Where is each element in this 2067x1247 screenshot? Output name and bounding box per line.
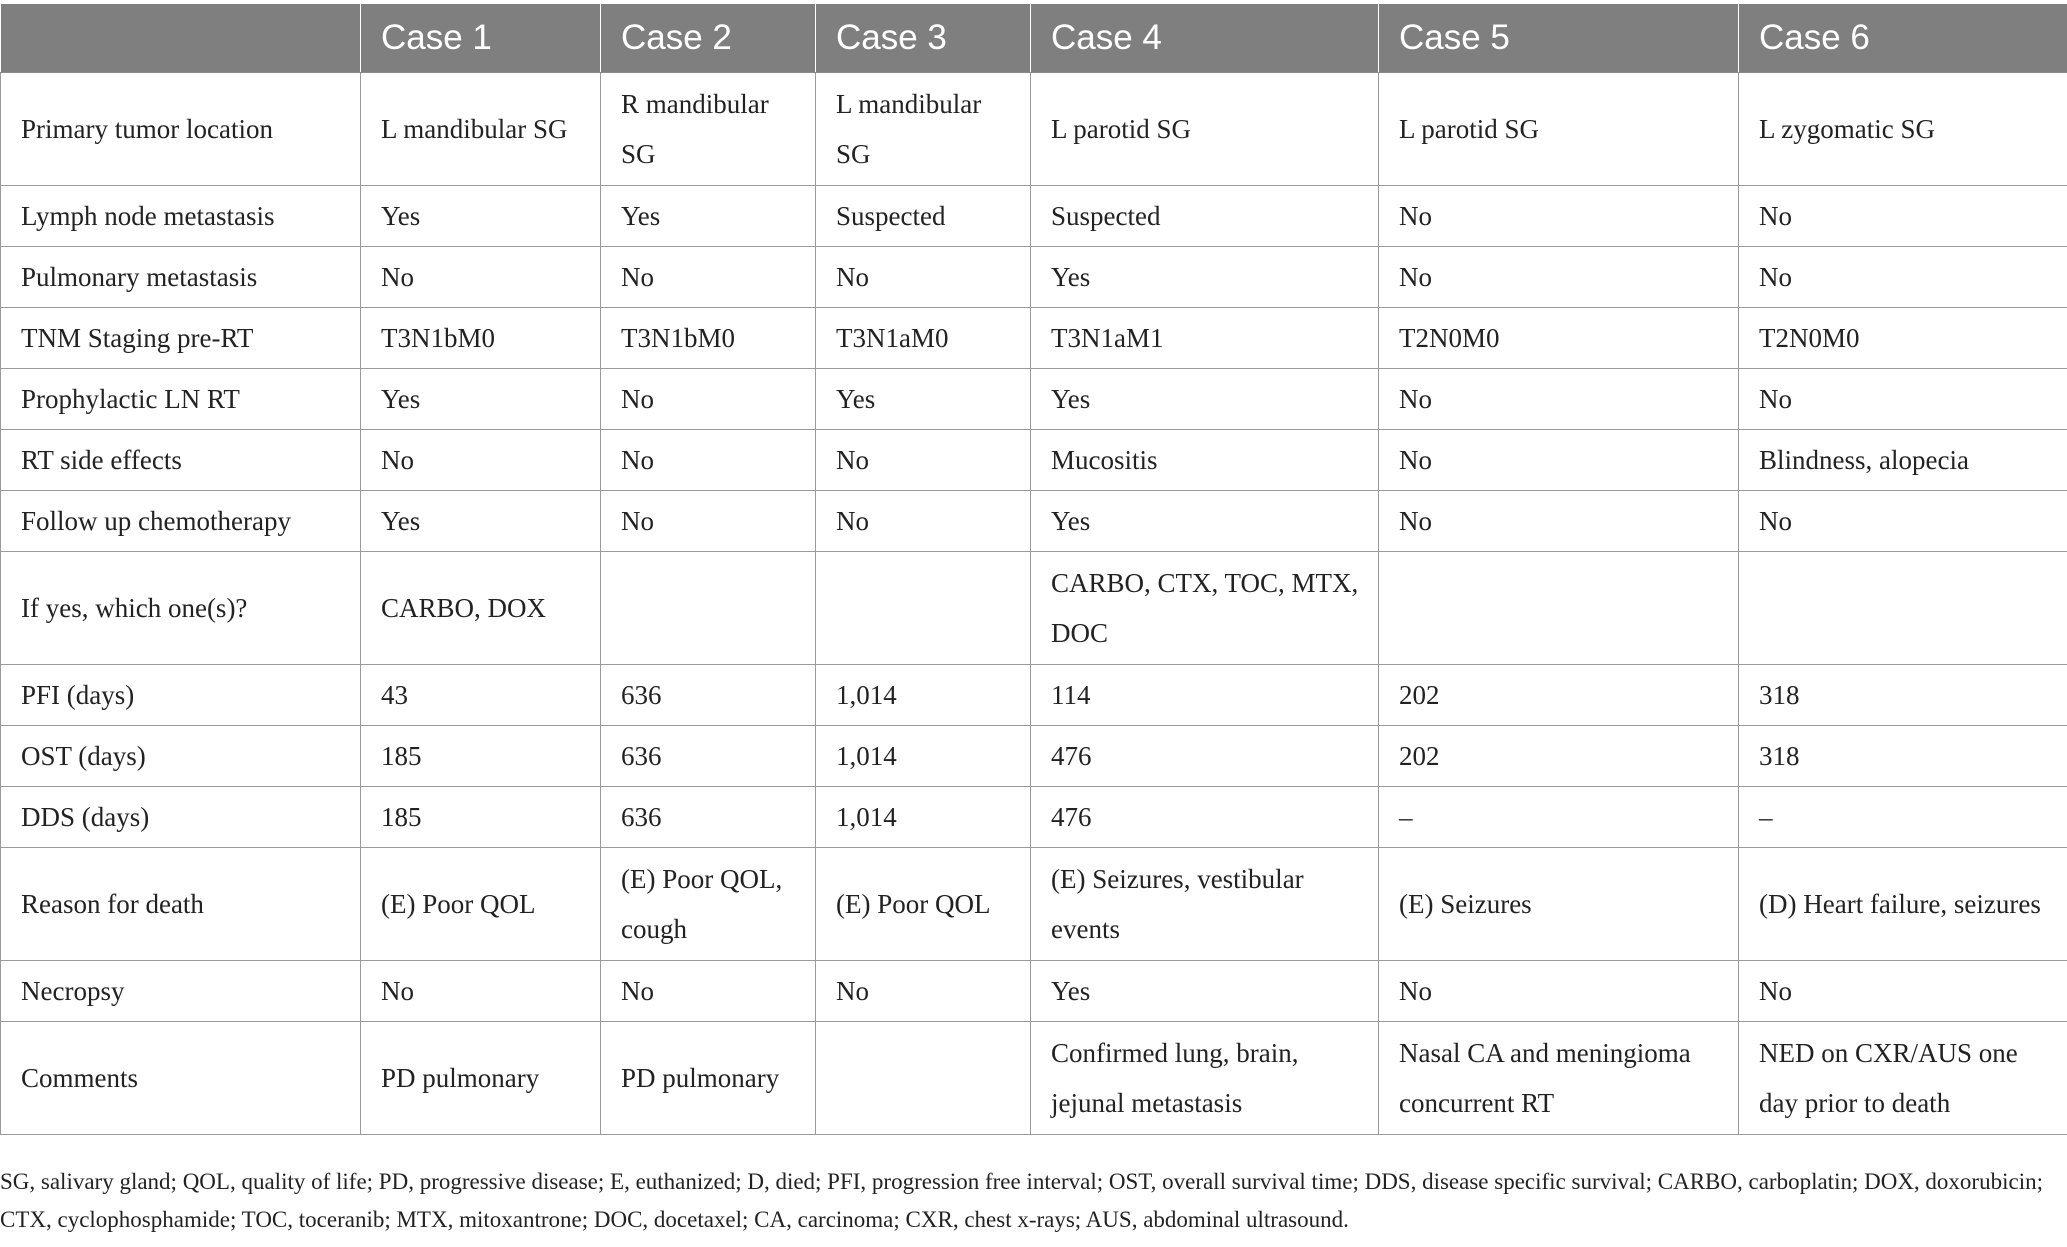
table-cell: No [601,430,816,491]
table-cell [1379,1022,1739,1135]
table-cell [816,1022,1031,1135]
table-cell: 318 [1739,726,2067,787]
table-cell: PD pulmonary [361,1022,601,1135]
table-header-row [1,4,2067,73]
table-cell: L parotid SG [1379,73,1739,186]
table-cell [816,552,1031,665]
table-cell: No [1379,186,1739,247]
table-cell: L parotid SG [1031,73,1379,186]
table-cell [1739,848,2067,961]
table-cell: No [1739,369,2067,430]
table-cell: (E) Seizures [1379,848,1739,961]
table-cell: Yes [601,186,816,247]
table-row [1,726,2067,787]
table-cell: 318 [1739,665,2067,726]
table-cell: No [816,491,1031,552]
table-cell: No [1379,247,1739,308]
header-cell-case-4: Case 4 [1031,4,1379,73]
table-cell: 114 [1031,665,1379,726]
cell-text: L mandibular SG [836,89,982,169]
table-row [1,369,2067,430]
table-row [1,961,2067,1022]
header-cell-case-5: Case 5 [1379,4,1739,73]
table-cell: No [816,247,1031,308]
cell-text: (E) Poor QOL, cough [621,864,783,944]
header-cell-case-1: Case 1 [361,4,601,73]
cell-text: CARBO, CTX, TOC, MTX, DOC [1051,568,1359,648]
cell-text: (D) Heart failure, seizures [1759,889,2041,919]
table-cell: Yes [361,369,601,430]
header-cell-case-6: Case 6 [1739,4,2067,73]
table-cell: CARBO, DOX [361,552,601,665]
row-label: Prophylactic LN RT [1,369,361,430]
table-cell: 636 [601,726,816,787]
table-cell: Yes [1031,247,1379,308]
cell-text: Confirmed lung, brain, jejunal metastasis [1051,1038,1299,1118]
table-cell: No [1739,491,2067,552]
table-cell: Yes [1031,491,1379,552]
table-cell [1379,552,1739,665]
table-cell: T3N1bM0 [601,308,816,369]
table-cell: 1,014 [816,665,1031,726]
table-cell: No [601,369,816,430]
table-cell: No [1739,961,2067,1022]
table-cell [601,848,816,961]
table-cell: 43 [361,665,601,726]
table-row [1,848,2067,961]
table-cell [1031,1022,1379,1135]
row-label: Pulmonary metastasis [1,247,361,308]
table-cell: (E) Poor QOL [816,848,1031,961]
table-row [1,787,2067,848]
table-row [1,186,2067,247]
table-cell: 185 [361,726,601,787]
table-cell: No [816,430,1031,491]
table-cell: T3N1aM1 [1031,308,1379,369]
table-cell [1739,552,2067,665]
row-label: DDS (days) [1,787,361,848]
table-cell: L zygomatic SG [1739,73,2067,186]
header-cell-case-3: Case 3 [816,4,1031,73]
table-cell [1739,1022,2067,1135]
table-cell [816,73,1031,186]
table-cell: Yes [816,369,1031,430]
table-row [1,491,2067,552]
table-cell: No [816,961,1031,1022]
header-cell-blank [1,4,361,73]
table-cell: T2N0M0 [1739,308,2067,369]
row-label: Comments [1,1022,361,1135]
table-cell: 1,014 [816,726,1031,787]
table-cell: L mandibular SG [361,73,601,186]
table-cell: 185 [361,787,601,848]
table-cell: Yes [1031,961,1379,1022]
cell-text: R mandibular SG [621,89,769,169]
table-cell: 202 [1379,726,1739,787]
table-cell [1031,552,1379,665]
table-cell: No [1379,430,1739,491]
table-row [1,430,2067,491]
table-cell: No [1379,491,1739,552]
table-cell: No [361,247,601,308]
table-cell: – [1379,787,1739,848]
table-row [1,665,2067,726]
table-cell: 1,014 [816,787,1031,848]
table-footnote: SG, salivary gland; QOL, quality of life; PD, progressive disease; E, euthanized; D, died; PFI, progression free interval; OST, overall survival time; DDS, disease specific survival; CARBO, carboplatin; DOX, doxorubicin; CTX, cyclophosphamide; TOC, toceranib; MTX, mitoxantrone; DOC, docetaxel; CA, carcinoma; CXR, chest x-rays; AUS, abdominal ultrasound. [0,1169,2043,1232]
table-cell: Yes [361,186,601,247]
table-cell: No [361,430,601,491]
table-cell: Suspected [816,186,1031,247]
row-label: Primary tumor location [1,73,361,186]
table-cell: No [1739,186,2067,247]
cell-text: (E) Seizures, vestibular events [1051,864,1304,944]
table-cell: T3N1bM0 [361,308,601,369]
table-cell: Yes [361,491,601,552]
table-cell: Yes [1031,369,1379,430]
row-label: TNM Staging pre-RT [1,308,361,369]
table-cell [601,73,816,186]
row-label: Lymph node metastasis [1,186,361,247]
table-row [1,552,2067,665]
table-cell: T3N1aM0 [816,308,1031,369]
row-label: Follow up chemotherapy [1,491,361,552]
table-cell: No [361,961,601,1022]
table-cell: 476 [1031,787,1379,848]
table-cell: No [601,961,816,1022]
row-label: Reason for death [1,848,361,961]
row-label: Necropsy [1,961,361,1022]
table-cell: No [1379,369,1739,430]
table-cell [1031,848,1379,961]
table-cell: 636 [601,665,816,726]
table-cell: PD pulmonary [601,1022,816,1135]
row-label: OST (days) [1,726,361,787]
cell-text: Nasal CA and meningioma concurrent RT [1399,1038,1691,1118]
header-cell-case-2: Case 2 [601,4,816,73]
table-row [1,247,2067,308]
table-cell: No [601,247,816,308]
table-cell: 202 [1379,665,1739,726]
case-summary-table [0,4,2067,1135]
table-cell: No [601,491,816,552]
row-label: If yes, which one(s)? [1,552,361,665]
table-cell: No [1379,961,1739,1022]
table-cell: – [1739,787,2067,848]
row-label: PFI (days) [1,665,361,726]
table-cell: T2N0M0 [1379,308,1739,369]
row-label: RT side effects [1,430,361,491]
table-cell: Mucositis [1031,430,1379,491]
table-cell: Suspected [1031,186,1379,247]
table-row [1,73,2067,186]
table-cell: 636 [601,787,816,848]
table-cell: 476 [1031,726,1379,787]
cell-text: NED on CXR/AUS one day prior to death [1759,1038,2018,1118]
table-row [1,1022,2067,1135]
table-cell [601,552,816,665]
table-cell: Blindness, alopecia [1739,430,2067,491]
table-row [1,308,2067,369]
table-cell: No [1739,247,2067,308]
table-cell: (E) Poor QOL [361,848,601,961]
